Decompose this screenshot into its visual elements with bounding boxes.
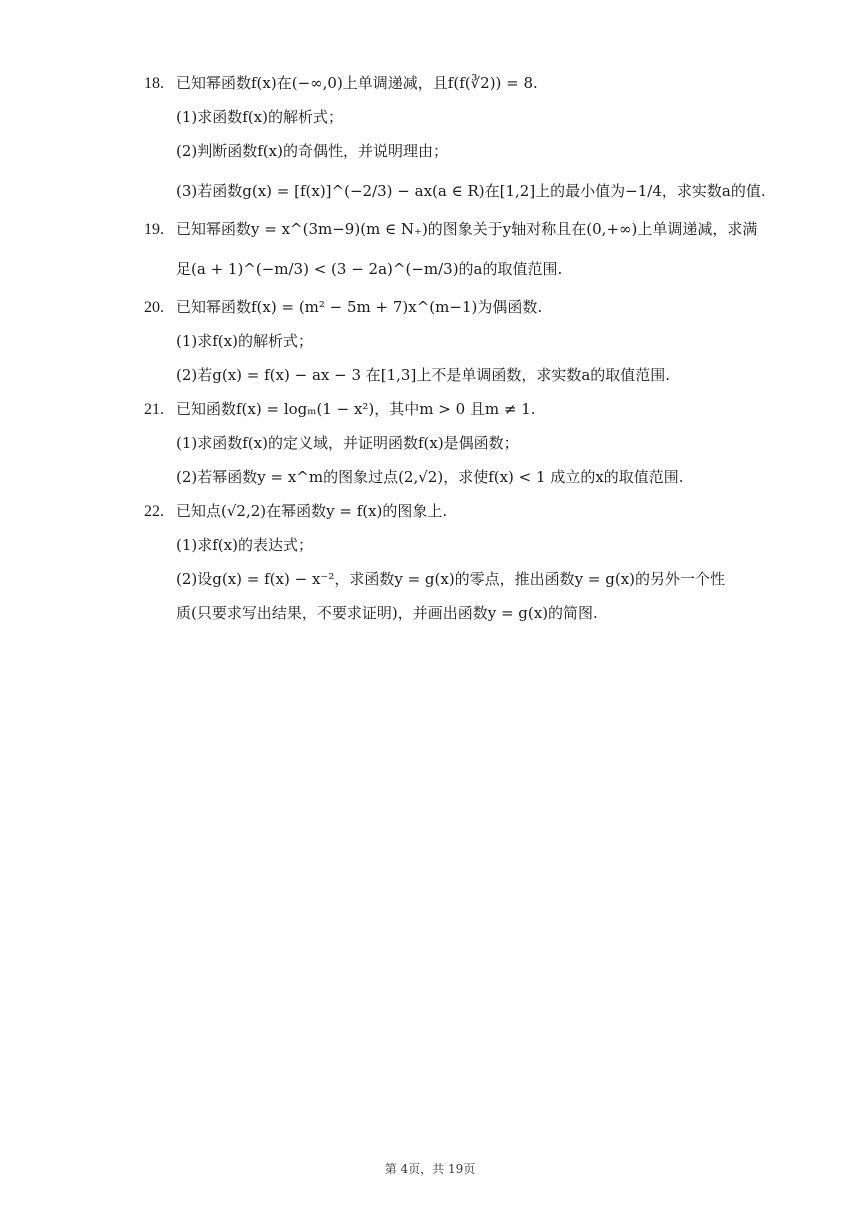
question-number: 18. <box>144 75 164 92</box>
question-22-part-2: (2)设g(x) = f(x) − x⁻²，求函数y = g(x)的零点，推出函数y = g(x)的另外一个性 <box>176 570 726 588</box>
question-18-part-3: (3)若函数g(x) = [f(x)]^(−2/3) − ax(a ∈ R)在[1,2]上的最小值为−1/4，求实数a的值. <box>176 182 766 200</box>
question-18-part-1: (1)求函数f(x)的解析式； <box>176 108 343 126</box>
question-number: 20. <box>144 299 164 316</box>
question-number: 22. <box>144 503 164 520</box>
question-19-stem <box>144 218 757 241</box>
question-text: 已知幂函数f(x) = (m² − 5m + 7)x^(m−1)为偶函数. <box>176 298 543 316</box>
question-22-part-2-continued: 质(只要求写出结果，不要求证明)，并画出函数y = g(x)的简图. <box>176 604 598 622</box>
question-20-stem <box>144 296 542 319</box>
page-footer: 第 4页，共 19页 <box>384 1162 476 1176</box>
question-number: 19. <box>144 221 164 238</box>
question-text: 已知函数f(x) = logₘ(1 − x²)，其中m > 0 且m ≠ 1. <box>176 400 536 418</box>
question-21-part-1: (1)求函数f(x)的定义域，并证明函数f(x)是偶函数； <box>176 434 519 452</box>
question-text: 已知幂函数y = x^(3m−9)(m ∈ N₊)的图象关于y轴对称且在(0,+∞)上单调递减，求满 <box>176 220 758 238</box>
question-22-stem <box>144 500 447 523</box>
question-21-part-2: (2)若幂函数y = x^m的图象过点(2,√2)，求使f(x) < 1 成立的x的取值范围. <box>176 468 684 486</box>
question-20-part-1: (1)求f(x)的解析式； <box>176 332 313 350</box>
question-text: 已知点(√2,2)在幂函数y = f(x)的图象上. <box>176 502 448 520</box>
question-18-part-2: (2)判断函数f(x)的奇偶性，并说明理由； <box>176 142 448 160</box>
question-21-stem <box>144 398 536 421</box>
question-22-part-1: (1)求f(x)的表达式； <box>176 536 313 554</box>
question-18-stem <box>144 72 538 95</box>
question-number: 21. <box>144 401 164 418</box>
question-20-part-2: (2)若g(x) = f(x) − ax − 3 在[1,3]上不是单调函数，求实数a的取值范围. <box>176 366 671 384</box>
question-19-part-1: 足(a + 1)^(−m/3) < (3 − 2a)^(−m/3)的a的取值范围. <box>176 260 563 278</box>
question-text: 已知幂函数f(x)在(−∞,0)上单调递减，且f(f(∛2)) = 8. <box>176 74 538 92</box>
